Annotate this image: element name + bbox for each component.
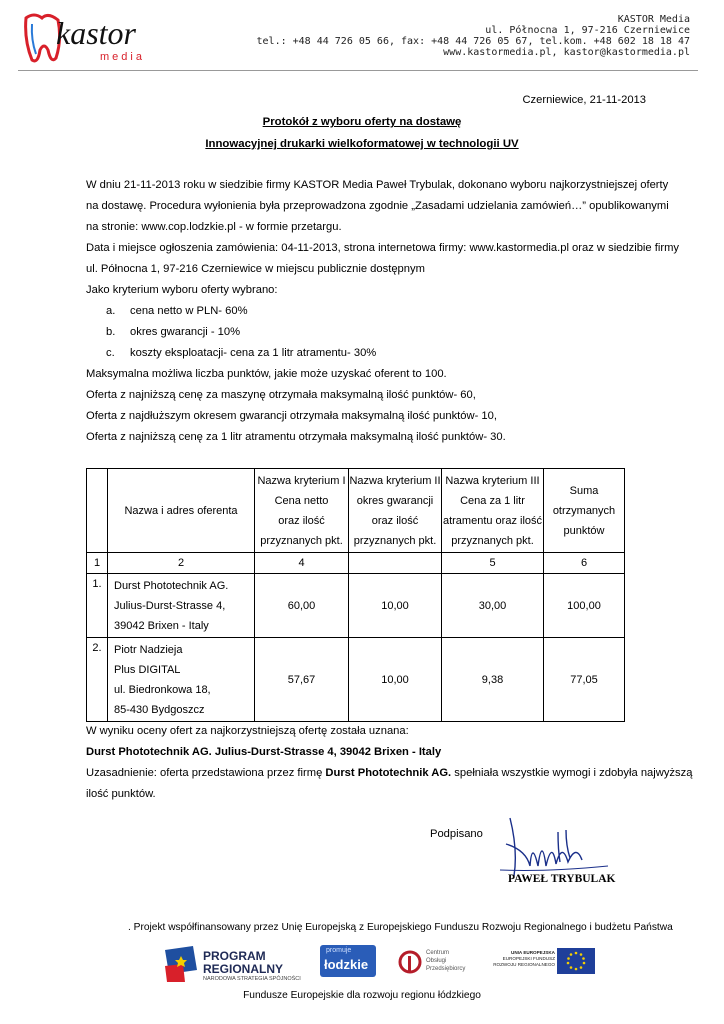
row-number: 2. <box>87 638 108 722</box>
offerer-address: Piotr Nadziejа Plus DIGITAL ul. Biedronkowa 18, 85-430 Bydgoszcz <box>108 638 255 722</box>
header-offerer: Nazwa i adres oferenta <box>108 469 255 553</box>
header-sum: Suma otrzymanych punktów <box>544 469 625 553</box>
criteria-item: c. koszty eksploatacji- cena za 1 litr atramentu- 30% <box>106 347 377 359</box>
cofinancing-note: . Projekt współfinansowany przez Unię Europejską z Europejskiego Funduszu Rozwoju Regionalnego i budżetu Państwa <box>128 922 673 933</box>
table-row <box>87 638 625 722</box>
company-name: KASTOR Media <box>617 14 690 25</box>
criterion-2-value: 10,00 <box>349 574 442 638</box>
col-number: 6 <box>544 553 625 574</box>
criteria-list <box>86 301 706 364</box>
company-web: www.kastormedia.pl, kastor@kastormedia.pl <box>443 47 690 58</box>
company-phones: tel.: +48 44 726 05 66, fax: +48 44 726 05 67, tel.kom. +48 602 18 18 47 <box>256 36 690 47</box>
program-regionalny-logo <box>163 944 313 986</box>
para-line: Oferta z najniższą cenę za 1 litr atramentu otrzymała maksymalną ilość punktów- 30. <box>86 431 506 443</box>
para-line: W dniu 21-11-2013 roku w siedzibie firmy KASTOR Media Paweł Trybulak, dokonano wyboru najkorzystniejszej oferty <box>86 179 669 191</box>
para-line: na stronie: www.cop.lodzkie.pl - w formie przetargu. <box>86 221 342 233</box>
header-criterion-1: Nazwa kryterium I Cena netto oraz ilość przyznanych pkt. <box>255 469 349 553</box>
signed-label: Podpisano <box>430 828 483 840</box>
col-number: 5 <box>442 553 544 574</box>
col-number: 4 <box>255 553 349 574</box>
table-header-row <box>87 469 625 553</box>
criterion-1-value: 57,67 <box>255 638 349 722</box>
para-line: Maksymalna możliwa liczba punktów, jakie może uzyskać oferent to 100. <box>86 368 447 380</box>
para-line: Jako kryterium wyboru oferty wybrano: <box>86 284 278 296</box>
cop-logo: Centrum Obsługi Przedsiębiorcy <box>398 948 478 978</box>
offers-table <box>86 468 625 722</box>
kastor-logo <box>18 10 168 66</box>
offerer-address: Durst Phototechnik AG. Julius-Durst-Strasse 4, 39042 Brixen - Italy <box>108 574 255 638</box>
promuje-lodzkie-logo: promuje łodzkie <box>320 945 376 977</box>
eu-stars-icon <box>557 948 595 974</box>
eu-text: UNIA EUROPEJSKA EUROPEJSKI FUNDUSZ ROZWOJU REGIONALNEGO <box>493 950 555 967</box>
criterion-2-value: 10,00 <box>349 638 442 722</box>
svg-text:kastor: kastor <box>56 15 136 51</box>
winner-text: Durst Phototechnik AG. Julius-Durst-Strasse 4, 39042 Brixen - Italy <box>86 746 442 758</box>
program-flag-icon <box>163 944 199 984</box>
document-date: Czerniewice, 21-11-2013 <box>522 94 646 106</box>
document-subtitle: Innowacyjnej drukarki wielkoformatowej w technologii UV <box>205 138 519 150</box>
header-criterion-3: Nazwa kryterium III Cena za 1 litr atramentu oraz ilość przyznanych pkt. <box>442 469 544 553</box>
regionalny-text: REGIONALNY <box>203 962 284 976</box>
row-number: 1. <box>87 574 108 638</box>
justification: Uzasadnienie: oferta przedstawiona przez firmę Durst Phototechnik AG. spełniała wszystkie wymogi i zdobyła najwyższą <box>86 767 693 779</box>
sum-value: 100,00 <box>544 574 625 638</box>
criteria-item: a. cena netto w PLN- 60% <box>106 305 248 317</box>
para-line: na dostawę. Procedura wyłonienia była przeprowadzona zgodnie „Zasadami udzielania zamówień…” opublikowanymi <box>86 200 669 212</box>
para-line: ul. Północna 1, 97-216 Czerniewice w miejscu publicznie dostępnym <box>86 263 425 275</box>
signer-name: PAWEŁ TRYBULAK <box>508 873 616 885</box>
strategy-text: NARODOWA STRATEGIA SPÓJNOŚCI <box>203 976 301 982</box>
para-line: Oferta z najniższą cenę za maszynę otrzymała maksymalną ilość punktów- 60, <box>86 389 476 401</box>
para-line: Data i miejsce ogłoszenia zamówienia: 04-11-2013, strona internetowa firmy: www.kastormedia.pl oraz w siedzibie firmy <box>86 242 679 254</box>
result-section <box>86 721 706 805</box>
header-divider <box>18 70 698 71</box>
table-number-row <box>87 553 625 574</box>
cop-circle-icon <box>398 948 422 976</box>
col-number: 2 <box>108 553 255 574</box>
criteria-item: b. okres gwarancji - 10% <box>106 326 241 338</box>
sum-value: 77,05 <box>544 638 625 722</box>
col-number <box>349 553 442 574</box>
para-line: Oferta z najdłuższym okresem gwarancji otrzymała maksymalną ilość punktów- 10, <box>86 410 497 422</box>
footer-funds: Fundusze Europejskie dla rozwoju regionu łódzkiego <box>243 990 481 1001</box>
table-row <box>87 574 625 638</box>
criterion-1-value: 60,00 <box>255 574 349 638</box>
criterion-3-value: 30,00 <box>442 574 544 638</box>
criterion-3-value: 9,38 <box>442 638 544 722</box>
justification-end: ilość punktów. <box>86 788 156 800</box>
program-text: PROGRAM <box>203 949 266 963</box>
body-text <box>86 175 706 448</box>
tooth-logo-icon <box>18 10 168 66</box>
svg-text:media: media <box>100 51 145 63</box>
header-criterion-2: Nazwa kryterium II okres gwarancji oraz ilość przyznanych pkt. <box>349 469 442 553</box>
col-number: 1 <box>87 553 108 574</box>
header-cell-blank <box>87 469 108 553</box>
eu-flag-icon <box>557 948 595 974</box>
result-intro: W wyniku oceny ofert za najkorzystniejszą ofertę została uznana: <box>86 725 409 737</box>
document-title: Protokół z wyboru oferty na dostawę <box>262 116 462 128</box>
company-address: ul. Północna 1, 97-216 Czerniewice <box>485 25 690 36</box>
